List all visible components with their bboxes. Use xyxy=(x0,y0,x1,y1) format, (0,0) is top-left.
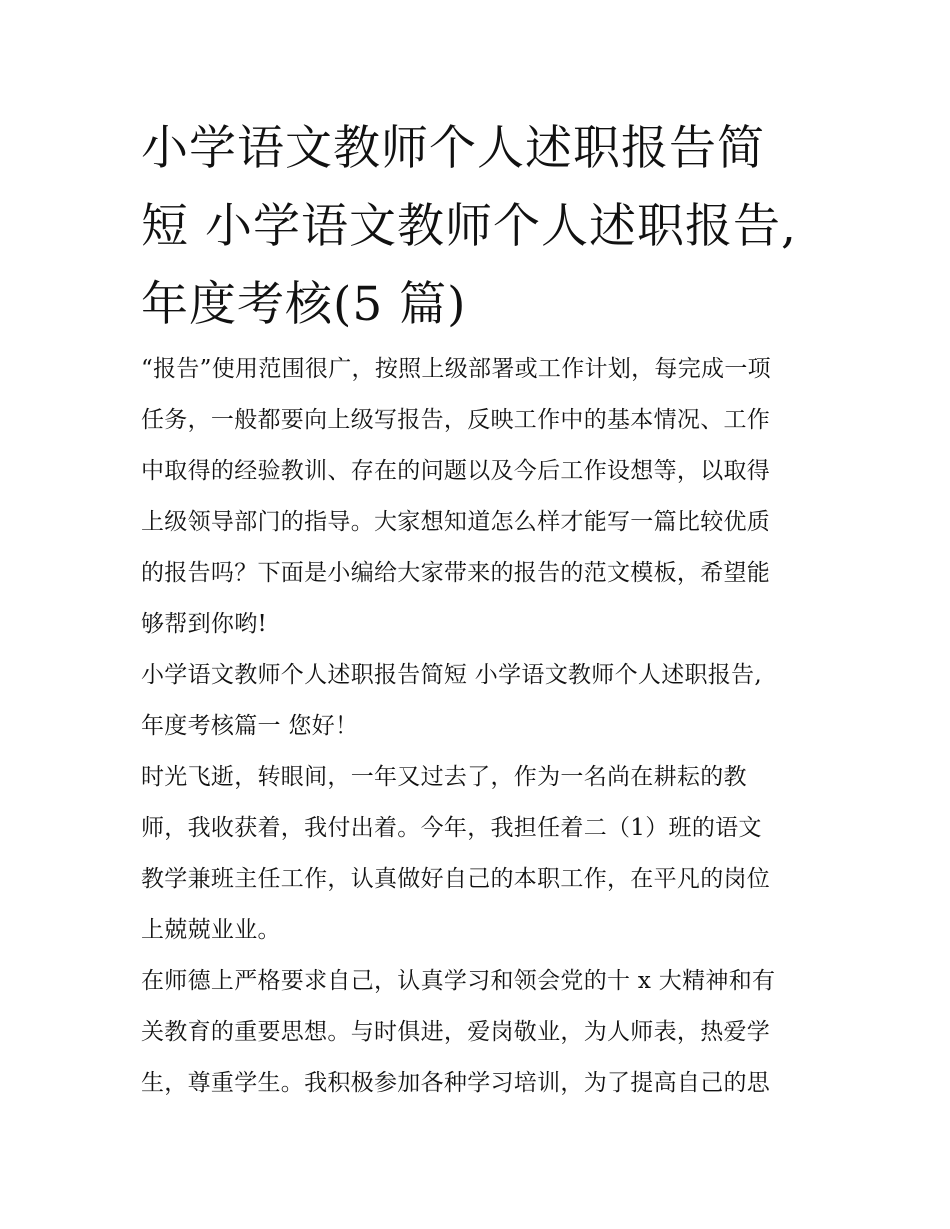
paragraph-line: 关教育的重要思想。与时俱进，爱岗敬业，为人师表，热爱学 xyxy=(141,1019,771,1045)
paragraph-line: 小学语文教师个人述职报告简短 小学语文教师个人述职报告, xyxy=(141,662,763,688)
section-heading-paragraph xyxy=(141,650,813,752)
paragraph-line: 的报告吗？下面是小编给大家带来的报告的范文模板，希望能 xyxy=(141,560,771,586)
document-page xyxy=(141,110,813,1109)
body-paragraph xyxy=(141,752,813,956)
paragraph-line: 生，尊重学生。我积极参加各种学习培训，为了提高自己的思 xyxy=(141,1070,771,1096)
title-line-1: 小学语文教师个人述职报告简 xyxy=(141,121,765,176)
intro-paragraph xyxy=(141,344,813,650)
paragraph-line: 教学兼班主任工作，认真做好自己的本职工作，在平凡的岗位 xyxy=(141,866,771,892)
document-title xyxy=(141,110,813,344)
title-line-3: 年度考核(5 篇) xyxy=(141,277,467,332)
paragraph-line: 上兢兢业业。 xyxy=(141,917,281,943)
paragraph-line: 够帮到你哟! xyxy=(141,611,268,637)
paragraph-line: 时光飞逝，转眼间，一年又过去了，作为一名尚在耕耘的教 xyxy=(141,764,747,790)
paragraph-line: 任务，一般都要向上级写报告，反映工作中的基本情况、工作 xyxy=(141,407,771,433)
paragraph-line: 中取得的经验教训、存在的问题以及今后工作设想等，以取得 xyxy=(141,458,771,484)
body-paragraph xyxy=(141,956,813,1109)
title-line-2: 短 小学语文教师个人述职报告, xyxy=(141,199,797,254)
paragraph-line: 年度考核篇一 您好！ xyxy=(141,713,359,739)
paragraph-line: 在师德上严格要求自己，认真学习和领会党的十 x 大精神和有 xyxy=(141,968,776,994)
paragraph-line: 师，我收获着，我付出着。今年，我担任着二（1）班的语文 xyxy=(141,815,762,841)
paragraph-line: 上级领导部门的指导。大家想知道怎么样才能写一篇比较优质 xyxy=(141,509,771,535)
paragraph-line: “报告”使用范围很广，按照上级部署或工作计划，每完成一项 xyxy=(141,356,771,382)
